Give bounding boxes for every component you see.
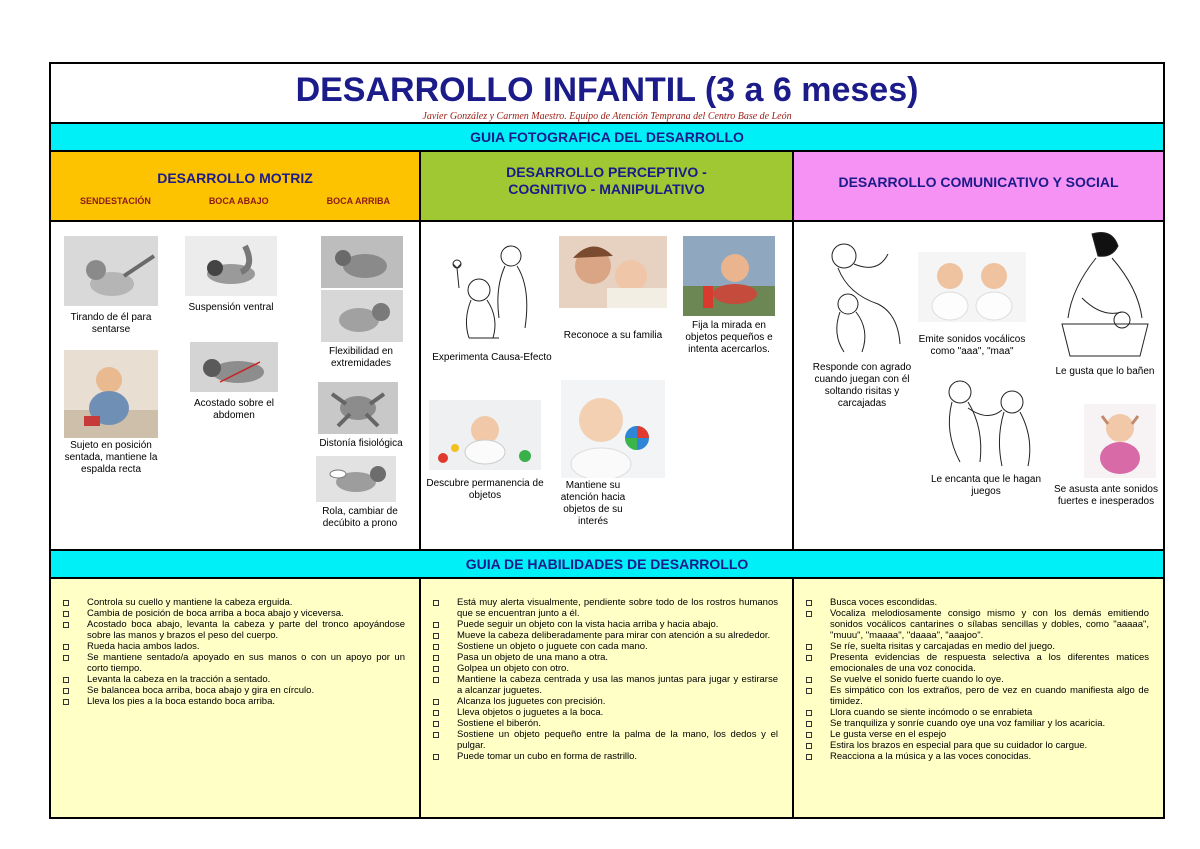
- caption-mantiene-atencion: Mantiene su atención hacia objetos de su interés: [560, 480, 626, 527]
- list-item: Busca voces escondidas.: [804, 597, 1149, 608]
- play-laughing-drawing: [818, 234, 902, 360]
- prone-baby-photo: [190, 342, 278, 392]
- caption-responde-agrado: Responde con agrado cuando juegan con él soltando risitas y carcajadas: [812, 362, 912, 409]
- poster-header: [51, 64, 1163, 122]
- caption-suspension-ventral: Suspensión ventral: [188, 302, 274, 313]
- section-skills-guide-title: GUIA DE HABILIDADES DE DESARROLLO: [51, 549, 1163, 579]
- caption-fija-mirada: Fija la mirada en objetos pequeños e intenta acercarlos.: [685, 320, 773, 355]
- perceptivo-skills: [421, 579, 794, 817]
- comunicativo-photos: [794, 222, 1163, 549]
- caption-sonidos-vocalicos: Emite sonidos vocálicos como "aaa", "maa": [918, 334, 1026, 357]
- poster-frame: [49, 62, 1165, 819]
- list-item: Mueve la cabeza deliberadamente para mirar con atención a su alrededor.: [431, 630, 778, 641]
- list-item: Puede seguir un objeto con la vista hacia arriba y hacia abajo.: [431, 619, 778, 630]
- list-item: Sostiene el biberón.: [431, 718, 778, 729]
- fixes-gaze-photo: [683, 236, 775, 316]
- baby-sitting-photo: [64, 350, 158, 438]
- motriz-subheads: [51, 186, 419, 206]
- list-item: Es simpático con los extraños, pero de vez en cuando manifiesta algo de timidez.: [804, 685, 1149, 707]
- baby-pulled-to-sit-photo: [64, 236, 158, 306]
- list-item: Cambia de posición de boca arriba a boca abajo y viceversa.: [61, 608, 405, 619]
- motriz-title: DESARROLLO MOTRIZ: [157, 170, 313, 186]
- perceptivo-title-line2: COGNITIVO - MANIPULATIVO: [508, 181, 705, 197]
- list-item: Se vuelve el sonido fuerte cuando lo oye.: [804, 674, 1149, 685]
- physiological-dystonia-photo: [318, 382, 398, 434]
- motriz-header: [51, 152, 421, 222]
- list-item: Estira los brazos en especial para que su cuidador lo cargue.: [804, 740, 1149, 751]
- caption-distonia: Distonía fisiológica: [319, 438, 403, 449]
- caption-banen: Le gusta que lo bañen: [1055, 366, 1155, 377]
- list-item: Se balancea boca arriba, boca abajo y gira en círculo.: [61, 685, 405, 696]
- caption-reconoce-familia: Reconoce a su familia: [563, 330, 663, 341]
- list-item: Reacciona a la música y a las voces conocidas.: [804, 751, 1149, 762]
- perceptivo-title-line1: DESARROLLO PERCEPTIVO -: [506, 164, 707, 180]
- caption-acostado-abdomen: Acostado sobre el abdomen: [193, 398, 275, 421]
- caption-permanencia: Descubre permanencia de objetos: [426, 478, 544, 501]
- bath-drawing: [1052, 228, 1156, 360]
- list-item: Mantiene la cabeza centrada y usa las manos juntas para jugar y estirarse a alcanzar juguetes.: [431, 674, 778, 696]
- page-title: DESARROLLO INFANTIL (3 a 6 meses): [295, 71, 919, 109]
- list-item: Puede tomar un cubo en forma de rastrillo.: [431, 751, 778, 762]
- subhead-boca-abajo: BOCA ABAJO: [208, 196, 269, 206]
- list-item: Se tranquiliza y sonríe cuando oye una voz familiar y los acaricia.: [804, 718, 1149, 729]
- caption-tirando: Tirando de él para sentarse: [70, 312, 152, 335]
- list-item: Golpea un objeto con otro.: [431, 663, 778, 674]
- object-permanence-photo: [429, 400, 541, 470]
- motriz-photos: [51, 222, 421, 549]
- family-recognition-photo: [559, 236, 667, 308]
- subhead-boca-arriba: BOCA ARRIBA: [326, 196, 390, 206]
- perceptivo-photos: [421, 222, 794, 549]
- page-subtitle: Javier González y Carmen Maestro. Equipo de Atención Temprana del Centro Base de León: [422, 111, 792, 122]
- caption-causa-efecto: Experimenta Causa-Efecto: [432, 352, 552, 363]
- list-item: Pasa un objeto de una mano a otra.: [431, 652, 778, 663]
- perceptivo-header: [421, 152, 794, 222]
- list-item: Llora cuando se siente incómodo o se enrabieta: [804, 707, 1149, 718]
- list-item: Controla su cuello y mantiene la cabeza erguida.: [61, 597, 405, 608]
- subhead-sedestacion: SENDESTACIÓN: [79, 196, 151, 206]
- caption-rola: Rola, cambiar de decúbito a prono: [322, 506, 398, 529]
- list-item: Se ríe, suelta risitas y carcajadas en medio del juego.: [804, 641, 1149, 652]
- comunicativo-header: [794, 152, 1163, 222]
- caption-sujeto-sentado: Sujeto en posición sentada, mantiene la espalda recta: [64, 440, 158, 475]
- list-item: Rueda hacia ambos lados.: [61, 641, 405, 652]
- list-item: Vocaliza melodiosamente consigo mismo y con los demás emitiendo sonidos vocálicos cantarines o sílabas sencillas y dobles, como "aaaaa", "muuu", "maaaa", "daaaa", "aaajoo".: [804, 608, 1149, 641]
- list-item: Está muy alerta visualmente, pendiente sobre todo de los rostros humanos que se encuentran junto a él.: [431, 597, 778, 619]
- comunicativo-title: DESARROLLO COMUNICATIVO Y SOCIAL: [838, 174, 1119, 190]
- list-item: Levanta la cabeza en la tracción a sentado.: [61, 674, 405, 685]
- caption-se-asusta: Se asusta ante sonidos fuertes e inesperados: [1054, 484, 1158, 507]
- limb-flexibility-photo: [321, 290, 403, 342]
- list-item: Lleva objetos o juguetes a la boca.: [431, 707, 778, 718]
- list-item: Acostado boca abajo, levanta la cabeza y parte del tronco apoyándose sobre las manos y brazos el peso del cuerpo.: [61, 619, 405, 641]
- list-item: Alcanza los juguetes con precisión.: [431, 696, 778, 707]
- caption-hagan-juegos: Le encanta que le hagan juegos: [930, 474, 1042, 497]
- rolling-baby-photo: [316, 456, 396, 502]
- list-item: Presenta evidencias de respuesta selectiva a los diferentes matices emocionales de una voz conocida.: [804, 652, 1149, 674]
- list-item: Se mantiene sentado/a apoyado en sus manos o con un apoyo por un corto tiempo.: [61, 652, 405, 674]
- list-item: Sostiene un objeto pequeño entre la palma de la mano, los dedos y el pulgar.: [431, 729, 778, 751]
- section-photo-guide-title: GUIA FOTOGRAFICA DEL DESARROLLO: [51, 122, 1163, 152]
- sustained-attention-photo: [561, 380, 665, 478]
- ventral-suspension-photo: [185, 236, 277, 296]
- motriz-skills: [51, 579, 421, 817]
- baby-supine-photo: [321, 236, 403, 288]
- comunicativo-skills: [794, 579, 1163, 817]
- vocal-sounds-photo: [918, 252, 1026, 322]
- list-item: Lleva los pies a la boca estando boca arriba.: [61, 696, 405, 707]
- startled-baby-photo: [1084, 404, 1156, 478]
- games-drawing: [930, 372, 1040, 468]
- perceptivo-title: [421, 152, 792, 198]
- caption-flexibilidad: Flexibilidad en extremidades: [329, 346, 393, 369]
- list-item: Le gusta verse en el espejo: [804, 729, 1149, 740]
- cause-effect-drawing: [439, 238, 547, 348]
- list-item: Sostiene un objeto o juguete con cada mano.: [431, 641, 778, 652]
